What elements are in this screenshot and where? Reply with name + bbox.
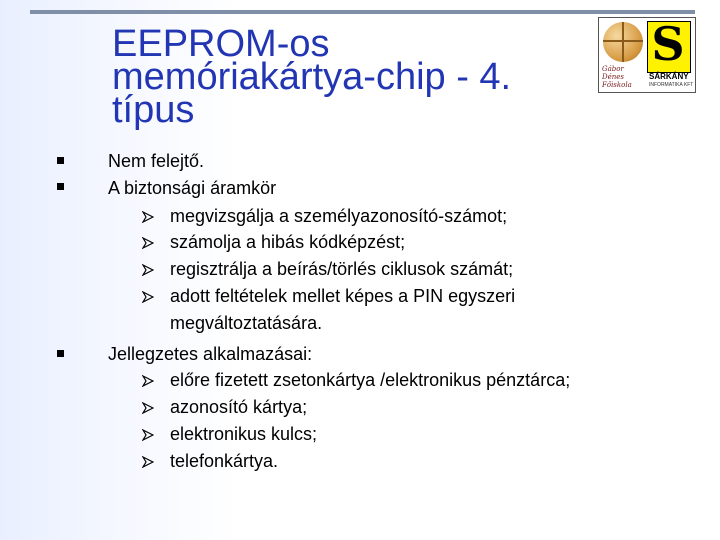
sub-bullet-text: előre fizetett zsetonkártya /elektronikus pénztárca; [170, 370, 571, 390]
sub-bullet-text: számolja a hibás kódképzést; [170, 232, 406, 252]
square-bullet-icon [57, 183, 64, 190]
arrow-bullet-icon [142, 264, 154, 276]
sub-bullet-text: telefonkártya. [170, 451, 279, 471]
institution-logo [598, 17, 696, 93]
bullet-text: A biztonsági áramkör [108, 178, 277, 198]
arrow-bullet-icon [142, 291, 154, 303]
logo-subtext: INFORMATIKA KFT [649, 82, 694, 88]
arrow-bullet-icon [142, 456, 154, 468]
logo-brand-text: SÁRKÁNY [649, 72, 689, 81]
sarkany-s-logo-icon: S [651, 17, 685, 71]
sub-bullet-text-continued: megváltoztatására. [170, 313, 323, 333]
square-bullet-icon [57, 157, 64, 164]
title-line-3: típus [112, 89, 195, 131]
arrow-bullet-icon [142, 237, 154, 249]
arrow-bullet-icon [142, 375, 154, 387]
sub-bullet-text: azonosító kártya; [170, 397, 308, 417]
sub-bullet-text: megvizsgálja a személyazonosító-számot; [170, 206, 508, 226]
arrow-bullet-icon [142, 429, 154, 441]
sub-bullet-text: adott feltételek mellet képes a PIN egyszeri [170, 286, 516, 306]
slide-title [112, 23, 582, 131]
logo-script-text: Gábor Dénes Főiskola [602, 65, 632, 89]
sub-bullet-text: elektronikus kulcs; [170, 424, 318, 444]
arrow-bullet-icon [142, 402, 154, 414]
bullet-text: Nem felejtő. [108, 151, 205, 171]
sub-bullet-text: regisztrálja a beírás/törlés ciklusok számát; [170, 259, 514, 279]
arrow-bullet-icon [142, 211, 154, 223]
bullet-text: Jellegzetes alkalmazásai: [108, 344, 313, 364]
ball-logo-icon [603, 22, 643, 62]
top-rule [30, 10, 695, 14]
title-line-1: EEPROM-os [112, 23, 330, 65]
title-line-2: memóriakártya-chip - 4. [112, 56, 512, 98]
square-bullet-icon [57, 350, 64, 357]
